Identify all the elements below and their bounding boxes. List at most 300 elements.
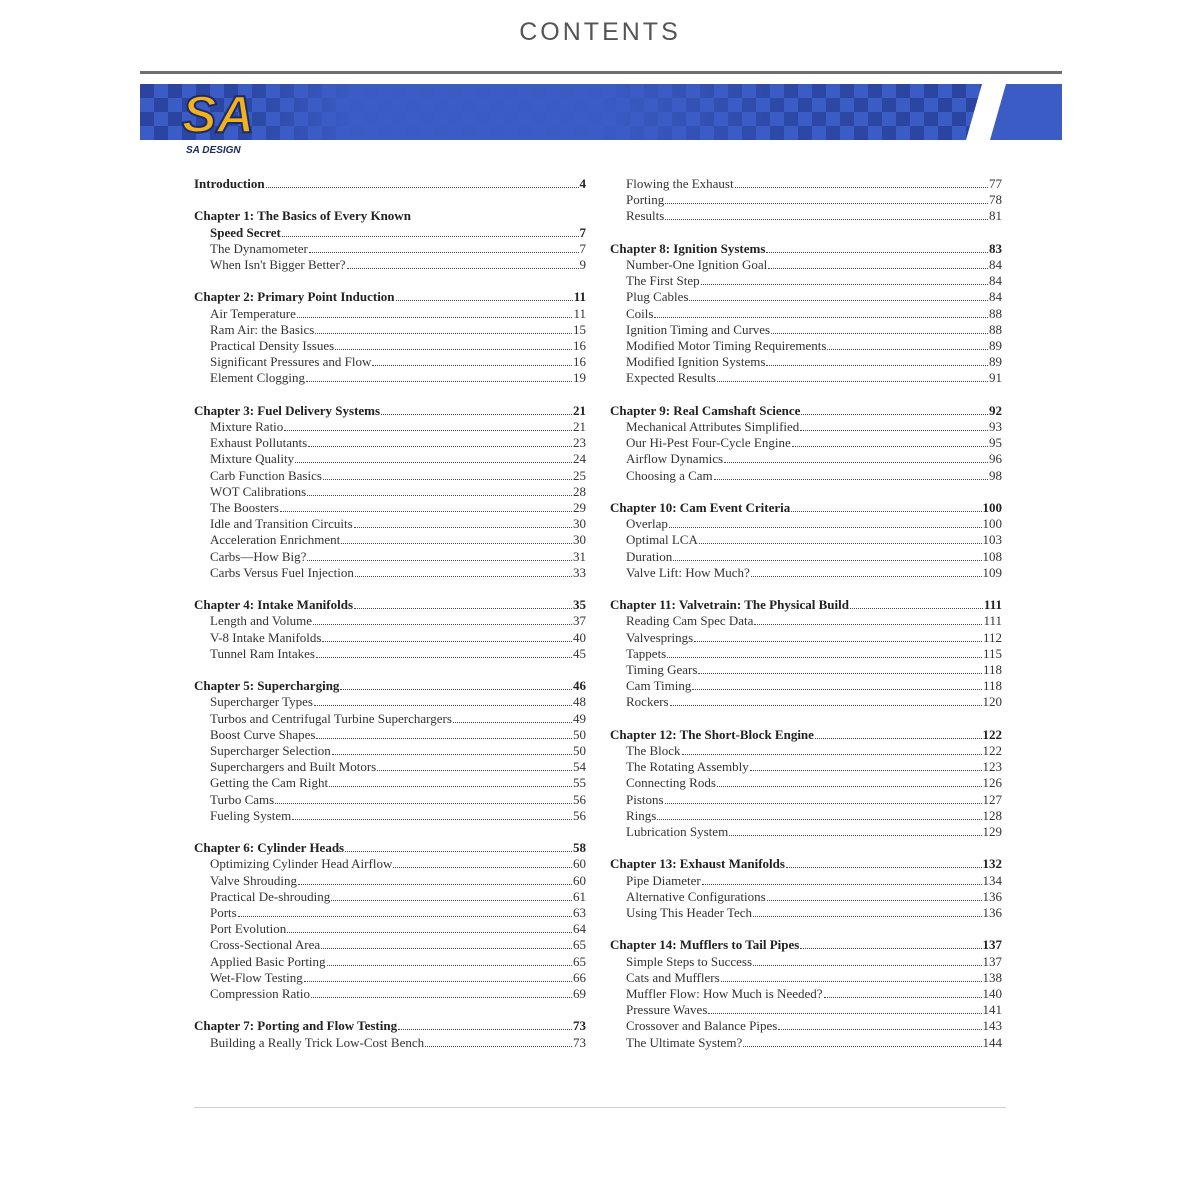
chapter-heading: [194, 840, 586, 856]
section-entry-title: V-8 Intake Manifolds: [210, 629, 322, 645]
section-entry: [610, 338, 1002, 354]
section-entry-title: Rings: [626, 807, 657, 823]
dot-leader: [323, 469, 572, 480]
section-entry: [610, 322, 1002, 338]
toc-chapter: [194, 678, 586, 824]
section-entry: [610, 257, 1002, 273]
toc-chapter: [194, 840, 586, 1002]
section-entry-page: 49: [573, 710, 586, 726]
dot-leader: [751, 566, 982, 577]
section-entry-page: 120: [982, 694, 1002, 710]
section-entry-page: 89: [989, 338, 1002, 354]
dot-leader: [372, 355, 572, 366]
section-entry-page: 60: [573, 872, 586, 888]
chapter-heading-title: Introduction: [194, 176, 265, 191]
section-entry-page: 50: [573, 743, 586, 759]
section-entry-page: 45: [573, 645, 586, 661]
section-entry: [610, 792, 1002, 808]
dot-leader: [396, 290, 573, 301]
section-entry-title: Valve Lift: How Much?: [626, 564, 750, 580]
section-entry-title: Plug Cables: [626, 289, 689, 305]
section-entry: [610, 370, 1002, 386]
section-entry-title: Fueling System: [210, 807, 292, 823]
dot-leader: [321, 938, 572, 949]
section-entry: [194, 306, 586, 322]
section-entry-page: 63: [573, 905, 586, 921]
section-entry-page: 91: [989, 370, 1002, 386]
chapter-heading-title: Chapter 10: Cam Event Criteria: [610, 500, 791, 516]
section-entry: [610, 273, 1002, 289]
section-entry: [610, 435, 1002, 451]
section-entry: [610, 549, 1002, 565]
section-entry-title: Optimizing Cylinder Head Airflow: [210, 856, 393, 872]
dot-leader: [355, 566, 572, 577]
section-entry-title: Pipe Diameter: [626, 872, 701, 888]
chapter-heading-page: 137: [982, 937, 1002, 953]
section-entry-page: 98: [989, 467, 1002, 483]
section-entry-page: 95: [989, 435, 1002, 451]
section-entry-title: Using This Header Tech: [626, 905, 753, 921]
dot-leader: [735, 177, 988, 188]
section-entry-title: Getting the Cam Right: [210, 775, 329, 791]
section-entry: [194, 532, 586, 548]
chapter-heading-title: Chapter 9: Real Camshaft Science: [610, 402, 801, 418]
chapter-heading-title: Chapter 12: The Short-Block Engine: [610, 726, 814, 742]
section-entry: [610, 1018, 1002, 1034]
section-entry-title: Muffler Flow: How Much is Needed?: [626, 986, 823, 1002]
section-entry-page: 111: [983, 613, 1002, 629]
section-entry-page: 73: [573, 1034, 586, 1050]
section-entry: [194, 241, 586, 257]
dot-leader: [322, 631, 572, 642]
dot-leader: [717, 776, 982, 787]
dot-leader: [801, 404, 988, 415]
toc-chapter: [610, 727, 1002, 840]
dot-leader: [313, 614, 572, 625]
section-entry: [194, 646, 586, 662]
section-entry-title: Modified Motor Timing Requirements: [626, 338, 827, 354]
section-entry: [610, 1002, 1002, 1018]
dot-leader: [654, 307, 988, 318]
dot-leader: [393, 857, 572, 868]
chapter-heading: [610, 403, 1002, 419]
section-entry: [194, 792, 586, 808]
section-entry-page: 40: [573, 629, 586, 645]
chapter-heading-page: 92: [989, 402, 1002, 418]
bottom-rule: [194, 1107, 1006, 1108]
section-entry-title: Rockers: [626, 694, 669, 710]
section-entry-page: 61: [573, 888, 586, 904]
section-entry-title: Pistons: [626, 791, 664, 807]
section-entry: [194, 516, 586, 532]
section-entry-page: 136: [982, 905, 1002, 921]
dot-leader: [665, 793, 982, 804]
section-entry-page: 140: [982, 986, 1002, 1002]
toc-chapter: [610, 597, 1002, 710]
section-entry: [194, 727, 586, 743]
section-entry: [194, 630, 586, 646]
section-entry-title: Compression Ratio: [210, 986, 311, 1002]
dot-leader: [314, 695, 572, 706]
section-entry-page: 137: [982, 953, 1002, 969]
toc-chapter: [610, 241, 1002, 387]
section-entry: [610, 630, 1002, 646]
section-entry-title: The Boosters: [210, 500, 279, 516]
section-entry-title: Crossover and Balance Pipes: [626, 1018, 778, 1034]
dot-leader: [701, 274, 988, 285]
section-entry-page: 122: [982, 743, 1002, 759]
section-entry-page: 93: [989, 419, 1002, 435]
dot-leader: [724, 452, 988, 463]
section-entry-title: Supercharger Selection: [210, 743, 331, 759]
section-entry-title: Our Hi-Pest Four-Cycle Engine: [626, 435, 791, 451]
section-entry-title: Ignition Timing and Curves: [626, 321, 771, 337]
section-entry-title: Valve Shrouding: [210, 872, 298, 888]
section-entry-page: 96: [989, 451, 1002, 467]
chapter-heading-page: 11: [573, 289, 586, 305]
section-entry: [610, 824, 1002, 840]
section-entry: [194, 565, 586, 581]
chapter-heading-title: Chapter 2: Primary Point Induction: [194, 289, 395, 305]
section-entry-page: 56: [573, 791, 586, 807]
dot-leader: [699, 533, 982, 544]
sa-design-logo: [178, 82, 268, 158]
dot-leader: [778, 1019, 981, 1030]
section-entry-page: 15: [573, 321, 586, 337]
section-entry-page: 84: [989, 289, 1002, 305]
checkered-banner: [140, 84, 1062, 140]
section-entry: [610, 678, 1002, 694]
toc-chapter: [194, 176, 586, 192]
section-entry-title: The First Step: [626, 273, 700, 289]
dot-leader: [275, 793, 572, 804]
section-entry-page: 141: [982, 1002, 1002, 1018]
toc-chapter: [610, 403, 1002, 484]
section-entry-title: Coils: [626, 305, 654, 321]
section-entry-title: When Isn't Bigger Better?: [210, 257, 346, 272]
chapter-heading: [194, 289, 586, 305]
dot-leader: [306, 371, 572, 382]
dot-leader: [340, 679, 572, 690]
dot-leader: [850, 598, 983, 609]
section-entry: [610, 808, 1002, 824]
section-entry-title: Supercharger Types: [210, 694, 313, 710]
section-entry: [194, 549, 586, 565]
section-entry: [610, 873, 1002, 889]
dot-leader: [354, 517, 572, 528]
section-entry-page: 77: [989, 176, 1002, 191]
section-entry: [194, 970, 586, 986]
section-entry: [610, 646, 1002, 662]
dot-leader: [669, 517, 982, 528]
dot-leader: [800, 938, 981, 949]
section-entry-title: Flowing the Exhaust: [626, 176, 734, 191]
section-entry: [610, 1035, 1002, 1051]
section-entry: [610, 613, 1002, 629]
section-entry-page: 66: [573, 969, 586, 985]
section-entry: [194, 354, 586, 370]
section-entry: [194, 613, 586, 629]
dot-leader: [766, 242, 988, 253]
section-entry-title: Tappets: [626, 645, 667, 661]
section-entry-page: 81: [989, 208, 1002, 224]
dot-leader: [689, 290, 988, 301]
section-entry-title: Overlap: [626, 516, 668, 532]
dot-leader: [354, 598, 572, 609]
section-entry-title: Exhaust Pollutants: [210, 435, 308, 451]
section-entry: [610, 419, 1002, 435]
dot-leader: [721, 971, 982, 982]
section-entry-page: 16: [573, 354, 586, 370]
section-entry-title: The Dynamometer: [210, 240, 308, 256]
section-entry: [610, 176, 1002, 192]
section-entry-title: Pressure Waves: [626, 1002, 708, 1018]
chapter-heading-page: 21: [573, 402, 586, 418]
dot-leader: [377, 760, 572, 771]
toc-chapter: [610, 856, 1002, 921]
dot-leader: [667, 647, 982, 658]
dot-leader: [282, 226, 579, 237]
dot-leader: [311, 987, 572, 998]
section-entry-title: Alternative Configurations: [626, 888, 766, 904]
section-entry: [194, 694, 586, 710]
section-entry-title: Cross-Sectional Area: [210, 937, 321, 953]
section-entry: [194, 257, 586, 273]
section-entry: [194, 986, 586, 1002]
chapter-heading-title: Chapter 6: Cylinder Heads: [194, 840, 345, 856]
dot-leader: [827, 339, 988, 350]
section-entry-title: Airflow Dynamics: [626, 451, 724, 467]
dot-leader: [453, 712, 572, 723]
section-entry-page: 143: [982, 1018, 1002, 1034]
section-entry: [610, 306, 1002, 322]
section-entry-title: Boost Curve Shapes: [210, 726, 316, 742]
dot-leader: [381, 404, 572, 415]
section-entry: [194, 451, 586, 467]
section-entry-title: Practical De-shrouding: [210, 888, 331, 904]
section-entry-page: 127: [982, 791, 1002, 807]
section-entry: [194, 743, 586, 759]
section-entry-title: Tunnel Ram Intakes: [210, 645, 315, 661]
section-entry: [194, 370, 586, 386]
section-entry-title: The Rotating Assembly: [626, 759, 749, 775]
dot-leader: [692, 679, 982, 690]
section-entry: [610, 289, 1002, 305]
dot-leader: [327, 955, 572, 966]
section-entry-page: 134: [982, 872, 1002, 888]
dot-leader: [714, 469, 988, 480]
chapter-heading: [194, 1018, 586, 1034]
section-entry: [610, 759, 1002, 775]
section-entry-title: Acceleration Enrichment: [210, 532, 341, 548]
dot-leader: [792, 436, 988, 447]
section-entry-page: 48: [573, 694, 586, 710]
dot-leader: [345, 841, 572, 852]
chapter-heading-page: 7: [579, 224, 586, 240]
section-entry: [610, 970, 1002, 986]
dot-leader: [702, 874, 982, 885]
dot-leader: [425, 1036, 572, 1047]
section-entry-page: 84: [989, 273, 1002, 289]
dot-leader: [673, 550, 981, 561]
section-entry-title: Cats and Mufflers: [626, 969, 720, 985]
section-entry-page: 28: [573, 483, 586, 499]
section-entry: [610, 662, 1002, 678]
section-entry: [610, 905, 1002, 921]
section-entry-title: Superchargers and Built Motors: [210, 759, 377, 775]
dot-leader: [750, 760, 982, 771]
dot-leader: [398, 1019, 572, 1030]
section-entry-title: Carb Function Basics: [210, 467, 322, 483]
section-entry-title: Simple Steps to Success: [626, 953, 753, 969]
dot-leader: [307, 485, 572, 496]
dot-leader: [800, 420, 988, 431]
section-entry-page: 112: [982, 629, 1002, 645]
chapter-heading-title: Chapter 7: Porting and Flow Testing: [194, 1018, 398, 1034]
chapter-heading: [194, 225, 586, 241]
dot-leader: [347, 258, 579, 269]
chapter-heading-page: 58: [573, 840, 586, 856]
section-entry-page: 19: [573, 370, 586, 386]
dot-leader: [657, 809, 981, 820]
dot-leader: [308, 436, 572, 447]
chapter-heading: [610, 241, 1002, 257]
dot-leader: [682, 744, 982, 755]
dot-leader: [815, 728, 982, 739]
toc-chapter: [194, 289, 586, 386]
section-entry-title: Connecting Rods: [626, 775, 716, 791]
section-entry-title: Optimal LCA: [626, 532, 698, 548]
section-entry-page: 11: [573, 305, 586, 321]
dot-leader: [753, 955, 981, 966]
chapter-heading-page: 4: [579, 176, 586, 191]
section-entry-title: Porting: [626, 192, 665, 208]
section-entry: [610, 451, 1002, 467]
section-entry: [194, 322, 586, 338]
dot-leader: [665, 209, 988, 220]
dot-leader: [315, 323, 572, 334]
section-entry-page: 109: [982, 564, 1002, 580]
section-entry-title: Ram Air: the Basics: [210, 321, 315, 337]
dot-leader: [665, 193, 988, 204]
section-entry-title: WOT Calibrations: [210, 483, 307, 499]
section-entry-title: Practical Density Issues: [210, 338, 335, 353]
section-entry-page: 30: [573, 516, 586, 532]
toc-chapter: [194, 403, 586, 581]
chapter-heading-page: 132: [982, 856, 1002, 872]
section-entry-page: 30: [573, 532, 586, 548]
chapter-heading-page: 46: [573, 678, 586, 694]
section-entry-page: 7: [579, 240, 586, 256]
section-entry: [610, 743, 1002, 759]
dot-leader: [767, 890, 982, 901]
toc-chapter: [610, 176, 1002, 225]
dot-leader: [332, 744, 572, 755]
section-entry-title: Mixture Ratio: [210, 419, 284, 434]
section-entry-title: Port Evolution: [210, 921, 287, 937]
section-entry-title: Mixture Quality: [210, 451, 295, 467]
chapter-heading-page: 83: [989, 240, 1002, 256]
section-entry-title: Length and Volume: [210, 613, 313, 629]
dot-leader: [287, 922, 572, 933]
section-entry: [610, 986, 1002, 1002]
section-entry: [610, 468, 1002, 484]
chapter-heading: [610, 856, 1002, 872]
dot-leader: [316, 647, 572, 658]
chapter-heading: [194, 597, 586, 613]
chapter-heading: [194, 678, 586, 694]
section-entry: [194, 759, 586, 775]
section-entry-page: 54: [573, 759, 586, 775]
toc-left-column: [194, 176, 586, 1051]
section-entry-title: Turbo Cams: [210, 791, 275, 807]
dot-leader: [824, 987, 982, 998]
section-entry: [610, 208, 1002, 224]
section-entry-page: 88: [989, 321, 1002, 337]
section-entry-page: 78: [989, 192, 1002, 208]
logo-subtitle: SA DESIGN: [186, 145, 241, 156]
section-entry-title: Expected Results: [626, 370, 716, 386]
section-entry-title: Mechanical Attributes Simplified: [626, 419, 800, 435]
section-entry-page: 129: [982, 824, 1002, 840]
section-entry-page: 25: [573, 467, 586, 483]
dot-leader: [754, 614, 982, 625]
section-entry-title: Lubrication System: [626, 824, 729, 840]
section-entry: [194, 905, 586, 921]
chapter-heading-page: 100: [982, 500, 1002, 516]
section-entry-page: 84: [989, 257, 1002, 272]
page-title: CONTENTS: [519, 18, 681, 46]
dot-leader: [329, 776, 572, 787]
section-entry: [610, 565, 1002, 581]
chapter-heading-title: Speed Secret: [210, 224, 281, 240]
dot-leader: [768, 258, 988, 269]
chapter-heading: [610, 937, 1002, 953]
logo-letters: SA: [182, 86, 255, 144]
dot-leader: [698, 663, 982, 674]
chapter-heading-title: Chapter 4: Intake Manifolds: [194, 597, 354, 613]
dot-leader: [331, 890, 572, 901]
toc-chapter: [610, 937, 1002, 1050]
section-entry-page: 115: [982, 645, 1002, 661]
section-entry-page: 56: [573, 807, 586, 823]
section-entry-page: 88: [989, 305, 1002, 321]
section-entry-title: Choosing a Cam: [626, 467, 713, 483]
dot-leader: [753, 906, 981, 917]
section-entry-title: Wet-Flow Testing: [210, 969, 303, 985]
dot-leader: [297, 307, 573, 318]
section-entry-title: Carbs—How Big?: [210, 548, 307, 564]
dot-leader: [743, 1036, 981, 1047]
dot-leader: [298, 874, 572, 885]
dot-leader: [304, 971, 572, 982]
dot-leader: [295, 452, 572, 463]
chapter-heading: [610, 727, 1002, 743]
chapter-heading-title: Chapter 3: Fuel Delivery Systems: [194, 402, 381, 418]
section-entry-page: 33: [573, 564, 586, 580]
section-entry-title: Cam Timing: [626, 678, 692, 694]
chapter-heading: [194, 403, 586, 419]
section-entry: [610, 954, 1002, 970]
section-entry-page: 64: [573, 921, 586, 937]
chapter-heading-page: 111: [983, 597, 1002, 613]
section-entry-title: Valvesprings: [626, 629, 694, 645]
toc-right-column: [610, 176, 1002, 1051]
dot-leader: [238, 906, 572, 917]
section-entry-page: 128: [982, 807, 1002, 823]
section-entry: [194, 468, 586, 484]
section-entry-page: 50: [573, 726, 586, 742]
